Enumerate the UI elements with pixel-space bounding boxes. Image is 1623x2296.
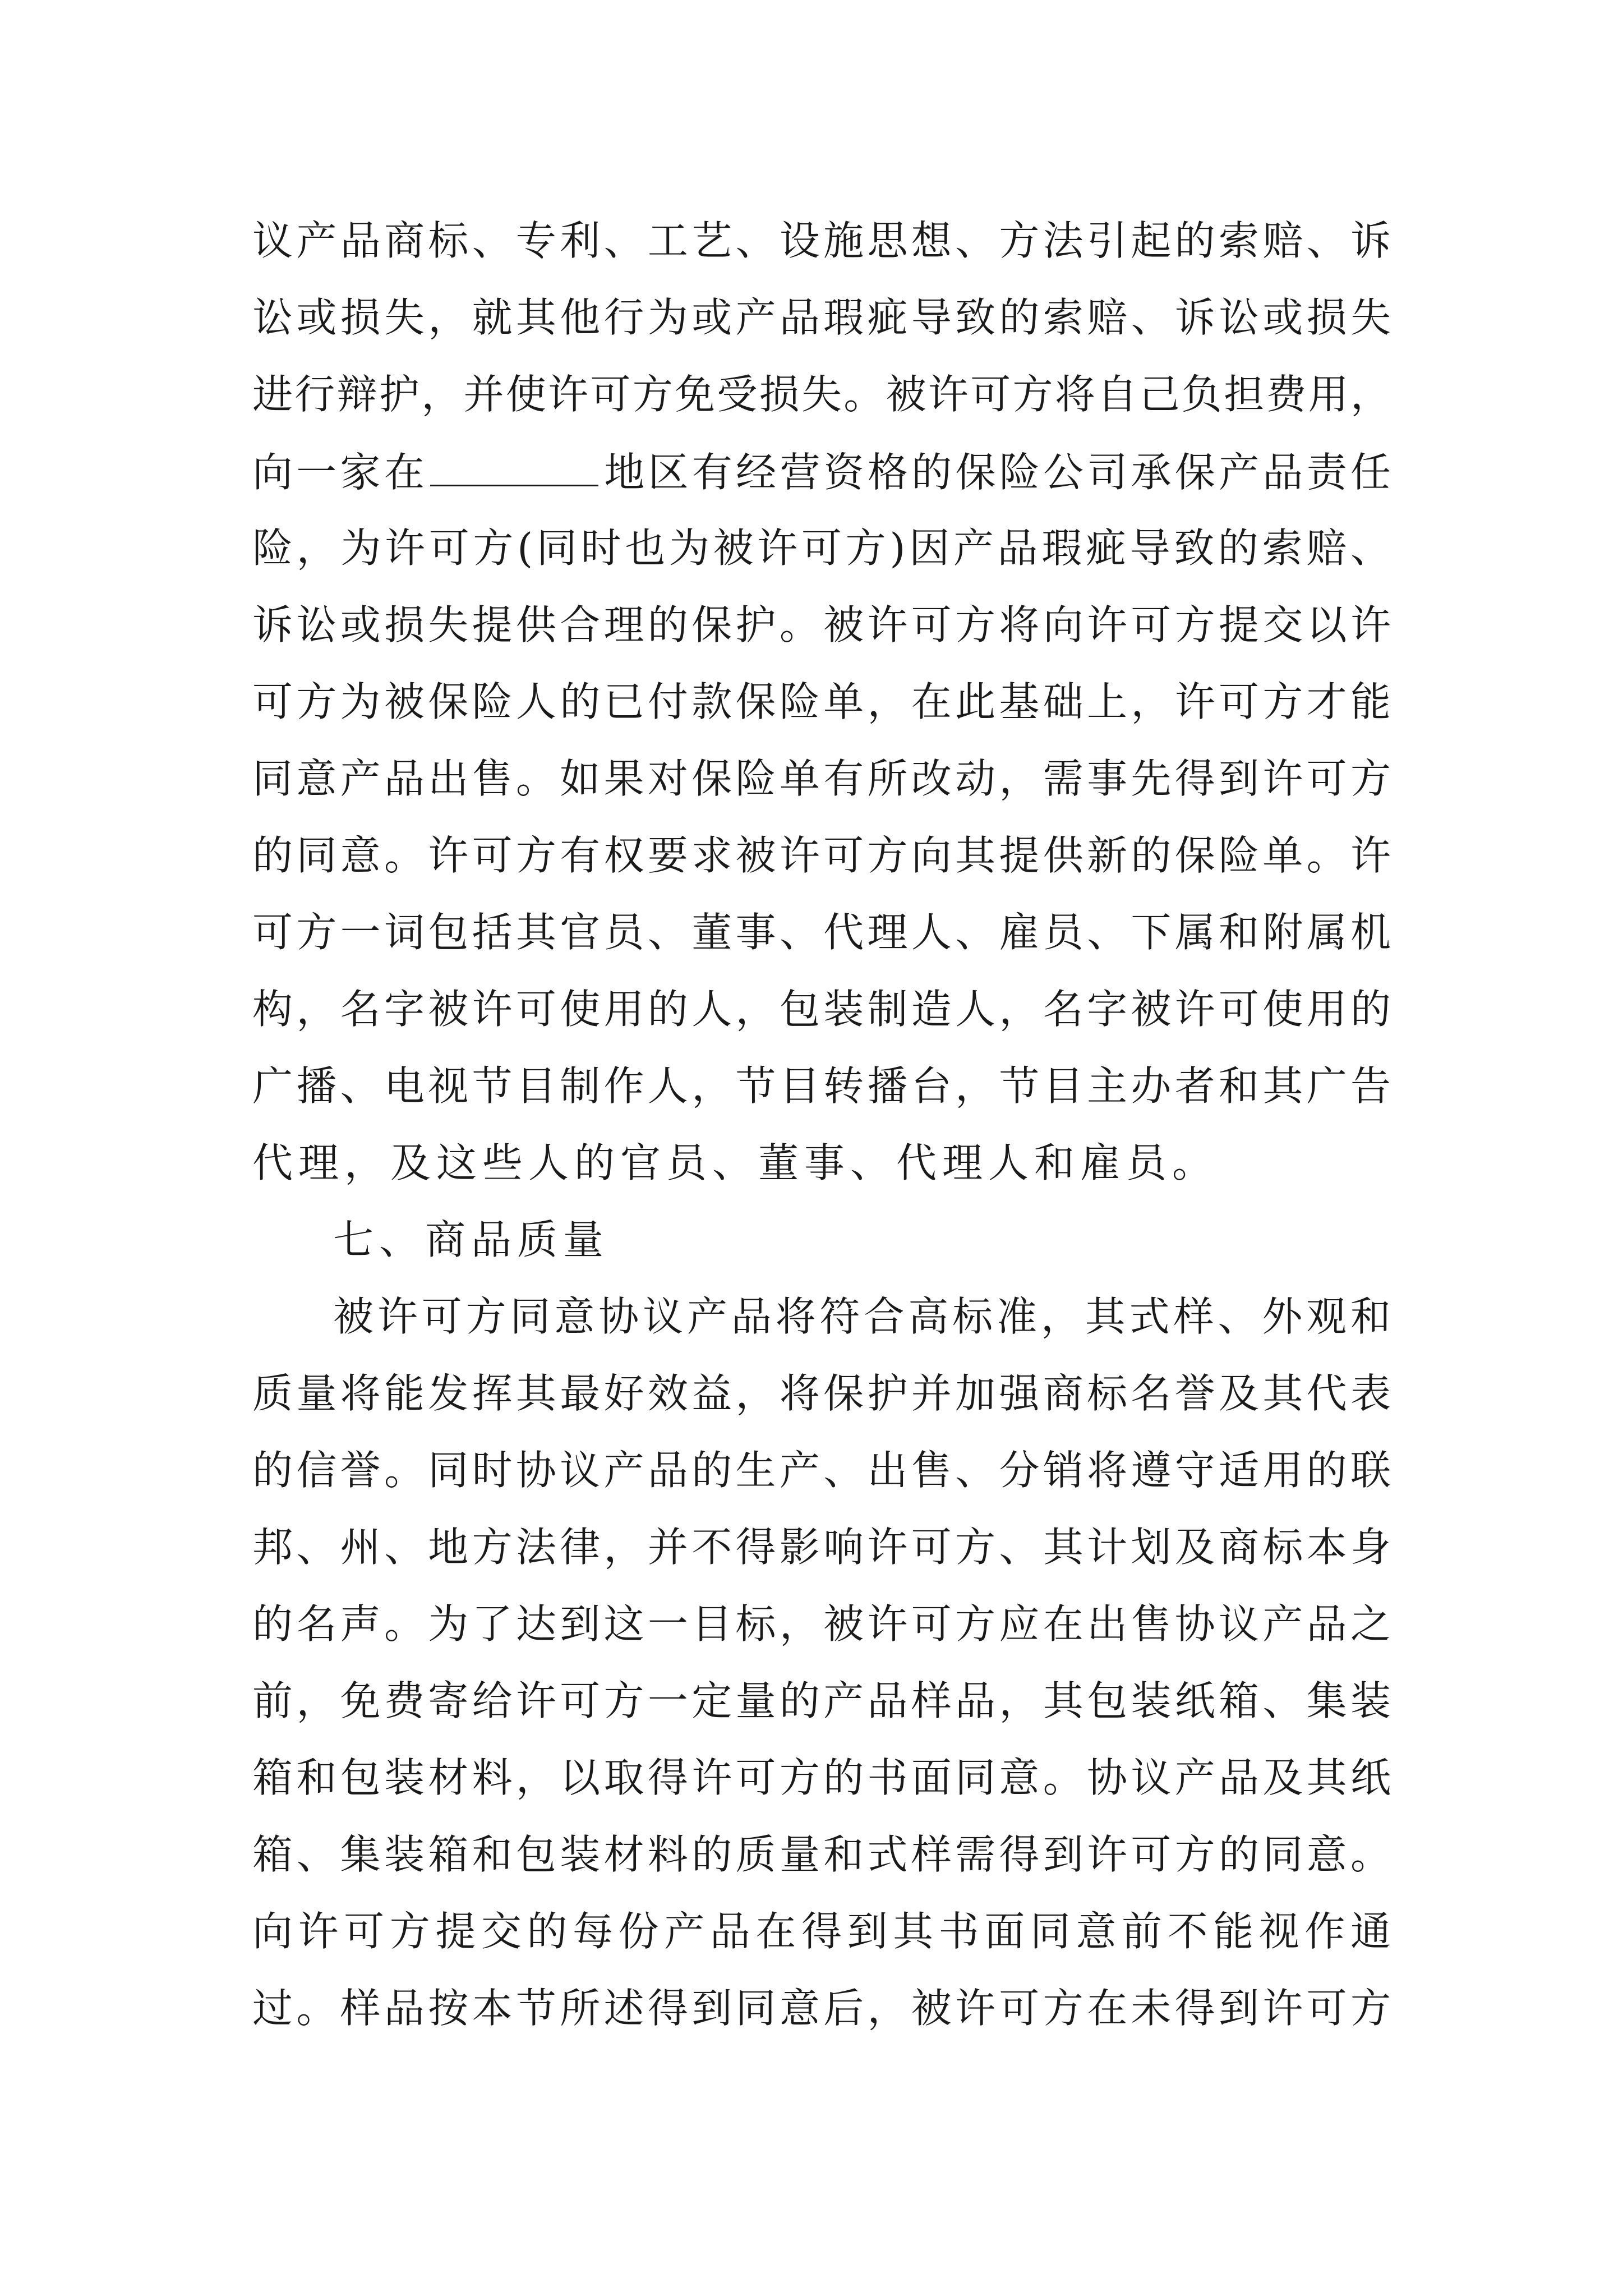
- text-line: 广播、电视节目制作人，节目转播台，节目主办者和其广告: [252, 1062, 1391, 1110]
- text-line: 可方一词包括其官员、董事、代理人、雇员、下属和附属机: [252, 909, 1391, 956]
- text-line: 的信誉。同时协议产品的生产、出售、分销将遵守适用的联: [252, 1447, 1391, 1494]
- text-line-with-blank: [252, 449, 1391, 496]
- section-heading: 七、商品质量: [333, 1216, 610, 1263]
- text-segment: 地区有经营资格的保险公司承保产品责任: [601, 449, 1391, 496]
- text-line: 向许可方提交的每份产品在得到其书面同意前不能视作通: [252, 1908, 1391, 1955]
- text-line: 前，免费寄给许可方一定量的产品样品，其包装纸箱、集装: [252, 1677, 1391, 1724]
- text-line: 诉讼或损失提供合理的保护。被许可方将向许可方提交以许: [252, 601, 1391, 648]
- text-line: 险，为许可方(同时也为被许可方)因产品瑕疵导致的索赔、: [252, 524, 1391, 572]
- text-line: 议产品商标、专利、工艺、设施思想、方法引起的索赔、诉: [252, 217, 1391, 264]
- text-line: 质量将能发挥其最好效益，将保护并加强商标名誉及其代表: [252, 1370, 1391, 1417]
- fill-in-blank: [430, 451, 598, 486]
- text-line: 可方为被保险人的已付款保险单，在此基础上，许可方才能: [252, 678, 1391, 725]
- text-line: 的名声。为了达到这一目标，被许可方应在出售协议产品之: [252, 1600, 1391, 1648]
- text-line: 同意产品出售。如果对保险单有所改动，需事先得到许可方: [252, 755, 1391, 802]
- text-line: 代理，及这些人的官员、董事、代理人和雇员。: [252, 1139, 1219, 1186]
- text-line: 进行辩护，并使许可方免受损失。被许可方将自己负担费用，: [252, 371, 1391, 418]
- text-line: 箱和包装材料，以取得许可方的书面同意。协议产品及其纸: [252, 1754, 1391, 1801]
- text-line: 被许可方同意协议产品将符合高标准，其式样、外观和: [333, 1293, 1391, 1340]
- text-line: 箱、集装箱和包装材料的质量和式样需得到许可方的同意。: [252, 1831, 1391, 1878]
- text-line: 的同意。许可方有权要求被许可方向其提供新的保险单。许: [252, 832, 1391, 879]
- text-line: 过。样品按本节所述得到同意后，被许可方在未得到许可方: [252, 1985, 1391, 2032]
- text-line: 邦、州、地方法律，并不得影响许可方、其计划及商标本身: [252, 1524, 1391, 1571]
- text-line: 讼或损失，就其他行为或产品瑕疵导致的索赔、诉讼或损失: [252, 294, 1391, 341]
- text-segment: 向一家在: [252, 449, 428, 496]
- text-line: 构，名字被许可使用的人，包装制造人，名字被许可使用的: [252, 986, 1391, 1033]
